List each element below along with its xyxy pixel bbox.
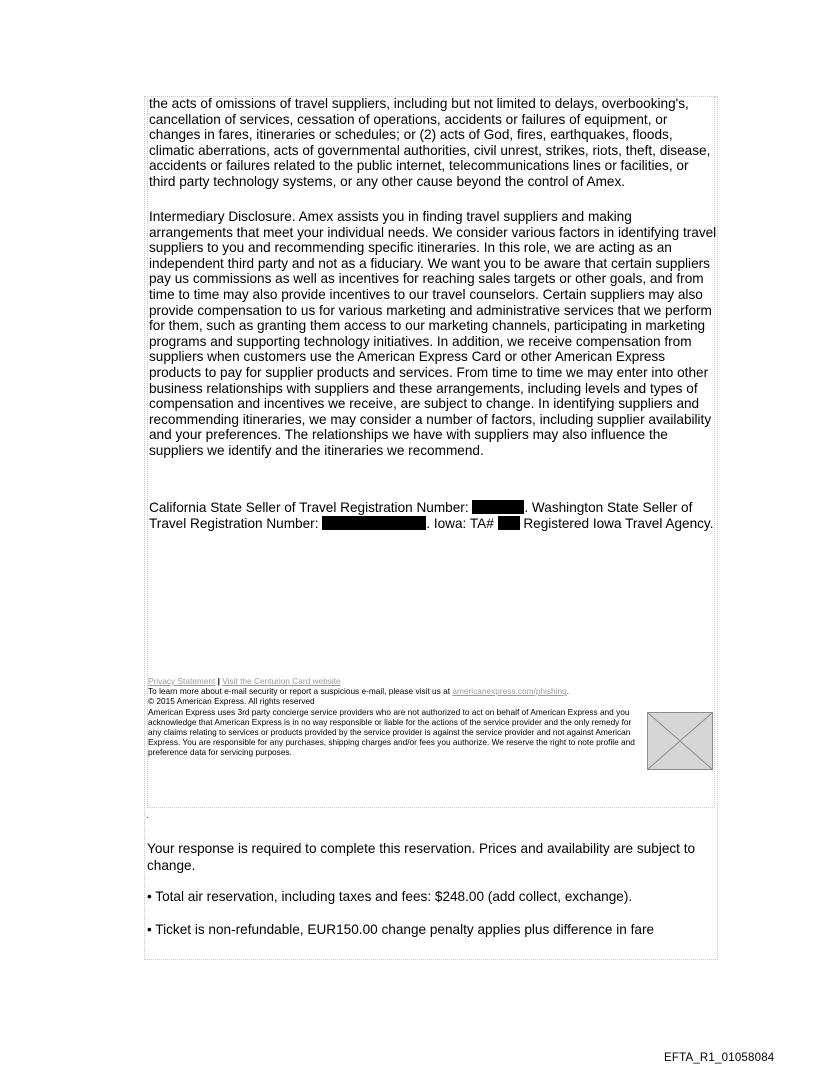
email-footer: [148, 676, 638, 758]
bullet-ticket-terms: [147, 921, 654, 938]
security-text: To learn more about e-mail security or report a suspicious e-mail, please visit us at: [148, 686, 451, 697]
iowa-agency-label: Registered Iowa Travel Agency.: [523, 515, 714, 531]
footer-links: [148, 676, 638, 686]
response-required-text: Your response is required to complete this reservation. Prices and availability are subject to change.: [147, 841, 696, 873]
seller-of-travel-paragraph: [149, 500, 717, 531]
iowa-registration-label: . Iowa: TA#: [426, 515, 494, 531]
bullet-text: Ticket is non-refundable, EUR150.00 change penalty applies plus difference in fare: [155, 922, 655, 937]
redaction-box: [472, 500, 524, 514]
broken-image-placeholder: [647, 712, 713, 770]
bullet-text: Total air reservation, including taxes and fees: $248.00 (add collect, exchange).: [155, 889, 633, 904]
security-notice: [148, 686, 638, 696]
link-separator: |: [217, 676, 220, 686]
intermediary-disclosure-paragraph: Intermediary Disclosure. Amex assists you in finding travel suppliers and making arrangements that meet your individual needs. We consider various factors in identifying travel suppliers to you and recommending specific itineraries. In this role, we are acting as an independent third party and not as a fiduciary. We want you to be aware that certain suppliers pay us commissions as well as incentives for reaching sales targets or other goals, and from time to time may also provide incentives to our travel counselors. Certain suppliers may also provide compensation to us for various marketing and administrative services that we perform for them, such as granting them access to our marketing channels, participating in marketing programs and supporting technology initiatives. In addition, we receive compensation from suppliers when customers use the American Express Card or other American Express products to pay for supplier products and services. From time to time we may enter into other business relationships with suppliers and these arrangements, including levels and types of compensation and incentives we receive, are subject to change. In identifying suppliers and recommending itineraries, we may consider a number of factors, including supplier availability and your preferences. The relationships we have with suppliers may also influence the suppliers we identify and the itineraries we recommend.: [149, 209, 717, 458]
security-period: .: [566, 686, 570, 697]
california-registration-label: California State Seller of Travel Registration Number:: [149, 500, 469, 515]
bullet-marker: •: [147, 889, 152, 904]
washington-registration-label: . Washington State Seller of Travel Registration Number:: [149, 500, 693, 531]
concierge-disclaimer: American Express uses 3rd party concierge service providers who are not authorized to act on behalf of American Express and you acknowledge that American Express is in no way responsible or liable for the actions of the service provider and the only remedy for any claims relating to services or products provided by the service provider is against the service provider and not against American Express. You are responsible for any purchases, shipping charges and/or fees you authorize. We reserve the right to note profile and preference data for servicing purposes.: [148, 706, 635, 758]
redaction-box: [322, 516, 426, 530]
bullet-marker: •: [147, 922, 152, 937]
phishing-link[interactable]: americanexpress.com/phishing: [452, 686, 567, 697]
bullet-air-total: [147, 888, 632, 905]
privacy-statement-link[interactable]: Privacy Statement: [148, 676, 216, 686]
document-id: EFTA_R1_01058084: [664, 1052, 775, 1064]
separator-dot: .: [146, 810, 149, 821]
copyright-text: © 2015 American Express. All rights reserved: [148, 696, 315, 707]
centurion-card-link[interactable]: Visit the Centurion Card website: [222, 676, 341, 686]
image-placeholder-icon: [648, 713, 712, 769]
liability-paragraph: the acts of omissions of travel suppliers, including but not limited to delays, overbooking's, cancellation of services, cessation of operations, accidents or failures of equipment, or changes in fares, itineraries or schedules; or (2) acts of God, fires, earthquakes, floods, climatic aberrations, acts of governmental authorities, civil unrest, strikes, riots, theft, disease, accidents or failures related to the public internet, telecommunications lines or facilities, or third party technology systems, or any other cause beyond the control of Amex.: [149, 96, 711, 189]
redaction-box: [498, 516, 520, 530]
